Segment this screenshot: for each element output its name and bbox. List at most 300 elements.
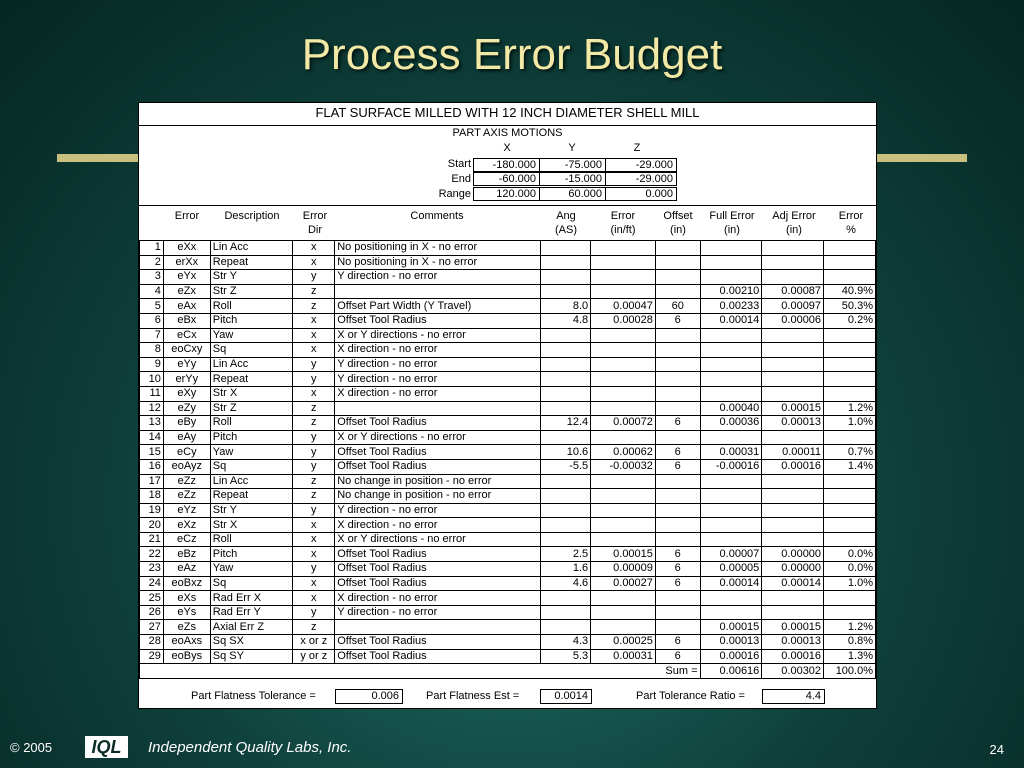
error-pct: 1.2% [824, 401, 876, 416]
row-number: 5 [140, 299, 164, 314]
adj-error [762, 532, 824, 547]
description: Str Y [210, 503, 293, 518]
offset-value [655, 605, 700, 620]
row-number: 18 [140, 489, 164, 504]
comments: Offset Tool Radius [335, 459, 540, 474]
error-dir: y [293, 357, 335, 372]
full-error: 0.00040 [700, 401, 762, 416]
adj-error: 0.00016 [762, 649, 824, 664]
motion-start-y: -75.000 [539, 158, 606, 172]
ang-value: 10.6 [540, 445, 591, 460]
table-row [140, 605, 876, 620]
error-value: 0.00028 [591, 313, 656, 328]
error-dir: y [293, 430, 335, 445]
col-header-full [701, 209, 763, 237]
col-header-dir-line1: Error [302, 210, 328, 222]
error-code: eYy [163, 357, 210, 372]
error-dir: x [293, 313, 335, 328]
offset-value [655, 489, 700, 504]
error-dir: z [293, 489, 335, 504]
error-code: eCy [163, 445, 210, 460]
error-code: eCz [163, 532, 210, 547]
row-number: 7 [140, 328, 164, 343]
error-code: erXx [163, 255, 210, 270]
error-value [591, 255, 656, 270]
offset-value [655, 270, 700, 285]
error-pct [824, 489, 876, 504]
offset-value [655, 328, 700, 343]
error-dir: z [293, 401, 335, 416]
error-value [591, 430, 656, 445]
error-pct: 50.3% [824, 299, 876, 314]
row-number: 19 [140, 503, 164, 518]
error-value: 0.00015 [591, 547, 656, 562]
comments: Offset Tool Radius [335, 649, 540, 664]
motion-range-label: Range [438, 188, 471, 200]
motion-start-x: -180.000 [473, 158, 540, 172]
col-header-error: Error [174, 210, 200, 222]
adj-error [762, 474, 824, 489]
row-number: 28 [140, 635, 164, 650]
error-value [591, 605, 656, 620]
full-error [700, 328, 762, 343]
error-dir: y [293, 372, 335, 387]
full-error [700, 605, 762, 620]
table-row [140, 343, 876, 358]
comments: X direction - no error [335, 343, 540, 358]
ang-value [540, 241, 591, 256]
comments: Y direction - no error [335, 503, 540, 518]
error-value: 0.00025 [591, 635, 656, 650]
ang-value [540, 605, 591, 620]
offset-value: 6 [655, 649, 700, 664]
description: Repeat [210, 489, 293, 504]
row-number: 8 [140, 343, 164, 358]
comments: Offset Tool Radius [335, 576, 540, 591]
error-dir: z [293, 284, 335, 299]
row-number: 23 [140, 562, 164, 577]
offset-value: 6 [655, 562, 700, 577]
comments: No positioning in X - no error [335, 241, 540, 256]
error-pct [824, 328, 876, 343]
description: Roll [210, 532, 293, 547]
ang-value [540, 386, 591, 401]
error-pct [824, 270, 876, 285]
error-value [591, 284, 656, 299]
description: Rad Err Y [210, 605, 293, 620]
description: Yaw [210, 445, 293, 460]
ang-value: 8.0 [540, 299, 591, 314]
comments [335, 620, 540, 635]
error-value [591, 401, 656, 416]
full-error [700, 241, 762, 256]
offset-value [655, 386, 700, 401]
table-row [140, 372, 876, 387]
error-value [591, 489, 656, 504]
ang-value [540, 255, 591, 270]
error-value [591, 386, 656, 401]
col-header-ang [541, 209, 591, 237]
error-code: eZz [163, 474, 210, 489]
error-dir: y [293, 459, 335, 474]
sum-row [140, 664, 876, 679]
error-dir: x [293, 518, 335, 533]
comments: Offset Part Width (Y Travel) [335, 299, 540, 314]
ang-value: 5.3 [540, 649, 591, 664]
error-code: eZz [163, 489, 210, 504]
error-pct: 0.2% [824, 313, 876, 328]
page-number: 24 [989, 742, 1004, 757]
comments [335, 284, 540, 299]
error-dir: x or z [293, 635, 335, 650]
error-code: eAx [163, 299, 210, 314]
adj-error [762, 489, 824, 504]
col-header-adj-line2: (in) [786, 224, 802, 236]
full-error [700, 489, 762, 504]
comments: Offset Tool Radius [335, 445, 540, 460]
error-pct: 1.3% [824, 649, 876, 664]
adj-error: 0.00014 [762, 576, 824, 591]
col-header-pct-line1: Error [838, 210, 864, 222]
adj-error [762, 386, 824, 401]
adj-error: 0.00016 [762, 459, 824, 474]
error-code: eCx [163, 328, 210, 343]
full-error: 0.00210 [700, 284, 762, 299]
col-header-ang-line2: (AS) [555, 224, 577, 236]
col-header-pct [829, 209, 873, 237]
slide-title: Process Error Budget [301, 30, 723, 79]
error-value: -0.00032 [591, 459, 656, 474]
ang-value: 4.6 [540, 576, 591, 591]
col-header-comments: Comments [410, 210, 464, 222]
axis-x-label: X [503, 142, 511, 154]
error-value: 0.00031 [591, 649, 656, 664]
error-code: eoCxy [163, 343, 210, 358]
offset-value: 6 [655, 416, 700, 431]
error-code: erYy [163, 372, 210, 387]
error-dir: x [293, 343, 335, 358]
offset-value [655, 357, 700, 372]
error-dir: x [293, 532, 335, 547]
full-error [700, 343, 762, 358]
adj-error: 0.00013 [762, 416, 824, 431]
error-dir: x [293, 255, 335, 270]
error-dir: y [293, 562, 335, 577]
row-number: 10 [140, 372, 164, 387]
table-row [140, 445, 876, 460]
table-row [140, 620, 876, 635]
error-dir: y [293, 445, 335, 460]
row-number: 11 [140, 386, 164, 401]
description: Sq [210, 343, 293, 358]
adj-error [762, 270, 824, 285]
row-number: 1 [140, 241, 164, 256]
comments: No positioning in X - no error [335, 255, 540, 270]
row-number: 27 [140, 620, 164, 635]
description: Yaw [210, 328, 293, 343]
table-row [140, 635, 876, 650]
error-dir: x [293, 241, 335, 256]
row-number: 2 [140, 255, 164, 270]
error-code: eZx [163, 284, 210, 299]
full-error: -0.00016 [700, 459, 762, 474]
row-number: 3 [140, 270, 164, 285]
company-name: Independent Quality Labs, Inc. [148, 739, 352, 756]
row-number: 20 [140, 518, 164, 533]
ang-value: 4.3 [540, 635, 591, 650]
error-code: eXx [163, 241, 210, 256]
axis-z-label: Z [633, 142, 641, 154]
description: Str Y [210, 270, 293, 285]
table-row [140, 299, 876, 314]
table-row [140, 459, 876, 474]
error-dir: x [293, 386, 335, 401]
error-code: eYz [163, 503, 210, 518]
error-code: eBz [163, 547, 210, 562]
col-header-err-line1: Error [610, 210, 636, 222]
error-dir: x [293, 547, 335, 562]
full-error [700, 518, 762, 533]
col-header-dir [295, 209, 335, 237]
comments: Y direction - no error [335, 605, 540, 620]
adj-error [762, 430, 824, 445]
part-axis-motions-header: PART AXIS MOTIONS [452, 127, 563, 139]
error-code: eXz [163, 518, 210, 533]
full-error [700, 503, 762, 518]
row-number: 22 [140, 547, 164, 562]
motion-range-z: 0.000 [605, 187, 677, 201]
row-number: 12 [140, 401, 164, 416]
description: Pitch [210, 547, 293, 562]
offset-value [655, 518, 700, 533]
col-header-full-line1: Full Error [709, 210, 755, 222]
table-row [140, 401, 876, 416]
table-row [140, 576, 876, 591]
error-dir: x [293, 328, 335, 343]
ang-value [540, 620, 591, 635]
error-value: 0.00072 [591, 416, 656, 431]
error-code: eXy [163, 386, 210, 401]
table-row [140, 474, 876, 489]
comments: Offset Tool Radius [335, 547, 540, 562]
description: Yaw [210, 562, 293, 577]
table-row [140, 313, 876, 328]
error-pct [824, 372, 876, 387]
adj-error [762, 372, 824, 387]
full-error: 0.00016 [700, 649, 762, 664]
row-number: 21 [140, 532, 164, 547]
row-number: 14 [140, 430, 164, 445]
sum-label: Sum = [140, 664, 701, 679]
iql-logo: IQL [83, 734, 130, 760]
error-pct [824, 503, 876, 518]
ang-value: 4.8 [540, 313, 591, 328]
adj-error: 0.00015 [762, 620, 824, 635]
table-row [140, 562, 876, 577]
offset-value [655, 620, 700, 635]
error-pct [824, 430, 876, 445]
comments: X direction - no error [335, 386, 540, 401]
error-pct [824, 241, 876, 256]
error-pct [824, 605, 876, 620]
full-error [700, 386, 762, 401]
comments: X or Y directions - no error [335, 532, 540, 547]
error-dir: y [293, 270, 335, 285]
full-error: 0.00015 [700, 620, 762, 635]
ang-value [540, 357, 591, 372]
ang-value: 2.5 [540, 547, 591, 562]
comments: X or Y directions - no error [335, 430, 540, 445]
description: Rad Err X [210, 591, 293, 606]
adj-error: 0.00013 [762, 635, 824, 650]
sum-adj-error: 0.00302 [762, 664, 824, 679]
error-dir: z [293, 299, 335, 314]
comments: Offset Tool Radius [335, 635, 540, 650]
description: Sq [210, 576, 293, 591]
table-row [140, 430, 876, 445]
row-number: 13 [140, 416, 164, 431]
offset-value [655, 430, 700, 445]
accent-bar-right [877, 154, 967, 162]
adj-error [762, 241, 824, 256]
description: Str X [210, 518, 293, 533]
error-value [591, 343, 656, 358]
tolerance-ratio-value: 4.4 [762, 689, 825, 704]
col-header-offset-line1: Offset [663, 210, 693, 222]
row-number: 17 [140, 474, 164, 489]
col-header-offset [656, 209, 700, 237]
row-number: 24 [140, 576, 164, 591]
row-number: 9 [140, 357, 164, 372]
error-dir: x [293, 591, 335, 606]
full-error [700, 357, 762, 372]
ang-value [540, 328, 591, 343]
error-code: eAy [163, 430, 210, 445]
col-header-err-line2: (in/ft) [610, 224, 636, 236]
table-row [140, 270, 876, 285]
error-value [591, 591, 656, 606]
row-number: 25 [140, 591, 164, 606]
comments: Y direction - no error [335, 270, 540, 285]
offset-value [655, 401, 700, 416]
error-code: eoAxs [163, 635, 210, 650]
offset-value: 60 [655, 299, 700, 314]
error-pct: 0.8% [824, 635, 876, 650]
description: Str X [210, 386, 293, 401]
adj-error [762, 503, 824, 518]
error-code: eoBys [163, 649, 210, 664]
error-pct: 1.4% [824, 459, 876, 474]
error-value [591, 328, 656, 343]
error-code: eoAyz [163, 459, 210, 474]
comments: Y direction - no error [335, 357, 540, 372]
motion-end-y: -15.000 [539, 172, 606, 186]
table-row [140, 591, 876, 606]
col-header-full-line2: (in) [724, 224, 740, 236]
offset-value [655, 503, 700, 518]
flatness-tolerance-label: Part Flatness Tolerance = [191, 690, 316, 702]
adj-error [762, 518, 824, 533]
description: Repeat [210, 372, 293, 387]
col-header-err [591, 209, 655, 237]
full-error [700, 430, 762, 445]
adj-error: 0.00000 [762, 562, 824, 577]
full-error: 0.00007 [700, 547, 762, 562]
error-value: 0.00047 [591, 299, 656, 314]
offset-value [655, 241, 700, 256]
error-code: eAz [163, 562, 210, 577]
motion-range-x: 120.000 [473, 187, 540, 201]
table-row [140, 416, 876, 431]
adj-error: 0.00000 [762, 547, 824, 562]
table-row [140, 532, 876, 547]
error-value [591, 474, 656, 489]
comments: No change in position - no error [335, 474, 540, 489]
ang-value [540, 489, 591, 504]
accent-bar-left [57, 154, 138, 162]
table-row [140, 489, 876, 504]
comments: Offset Tool Radius [335, 562, 540, 577]
table-row [140, 518, 876, 533]
description: Repeat [210, 255, 293, 270]
row-number: 6 [140, 313, 164, 328]
offset-value [655, 532, 700, 547]
description: Sq SY [210, 649, 293, 664]
error-value [591, 241, 656, 256]
motions-separator [139, 205, 876, 206]
offset-value: 6 [655, 445, 700, 460]
ang-value [540, 372, 591, 387]
comments: Offset Tool Radius [335, 313, 540, 328]
adj-error: 0.00011 [762, 445, 824, 460]
ang-value [540, 401, 591, 416]
row-number: 15 [140, 445, 164, 460]
comments: X direction - no error [335, 518, 540, 533]
table-row [140, 328, 876, 343]
error-pct [824, 343, 876, 358]
description: Lin Acc [210, 357, 293, 372]
adj-error: 0.00006 [762, 313, 824, 328]
offset-value [655, 372, 700, 387]
error-value [591, 372, 656, 387]
ang-value [540, 532, 591, 547]
motion-end-x: -60.000 [473, 172, 540, 186]
sum-error-pct: 100.0% [824, 664, 876, 679]
adj-error [762, 343, 824, 358]
offset-value [655, 591, 700, 606]
error-pct [824, 357, 876, 372]
error-budget-sheet [138, 102, 877, 709]
error-pct [824, 518, 876, 533]
full-error [700, 255, 762, 270]
full-error: 0.00014 [700, 313, 762, 328]
full-error: 0.00005 [700, 562, 762, 577]
comments: No change in position - no error [335, 489, 540, 504]
full-error [700, 532, 762, 547]
offset-value: 6 [655, 459, 700, 474]
error-value [591, 503, 656, 518]
table-row [140, 386, 876, 401]
error-pct: 1.0% [824, 576, 876, 591]
error-value [591, 532, 656, 547]
error-value [591, 357, 656, 372]
description: Str Z [210, 401, 293, 416]
description: Roll [210, 416, 293, 431]
ang-value: -5.5 [540, 459, 591, 474]
offset-value: 6 [655, 313, 700, 328]
error-code: eYx [163, 270, 210, 285]
error-code: eBy [163, 416, 210, 431]
